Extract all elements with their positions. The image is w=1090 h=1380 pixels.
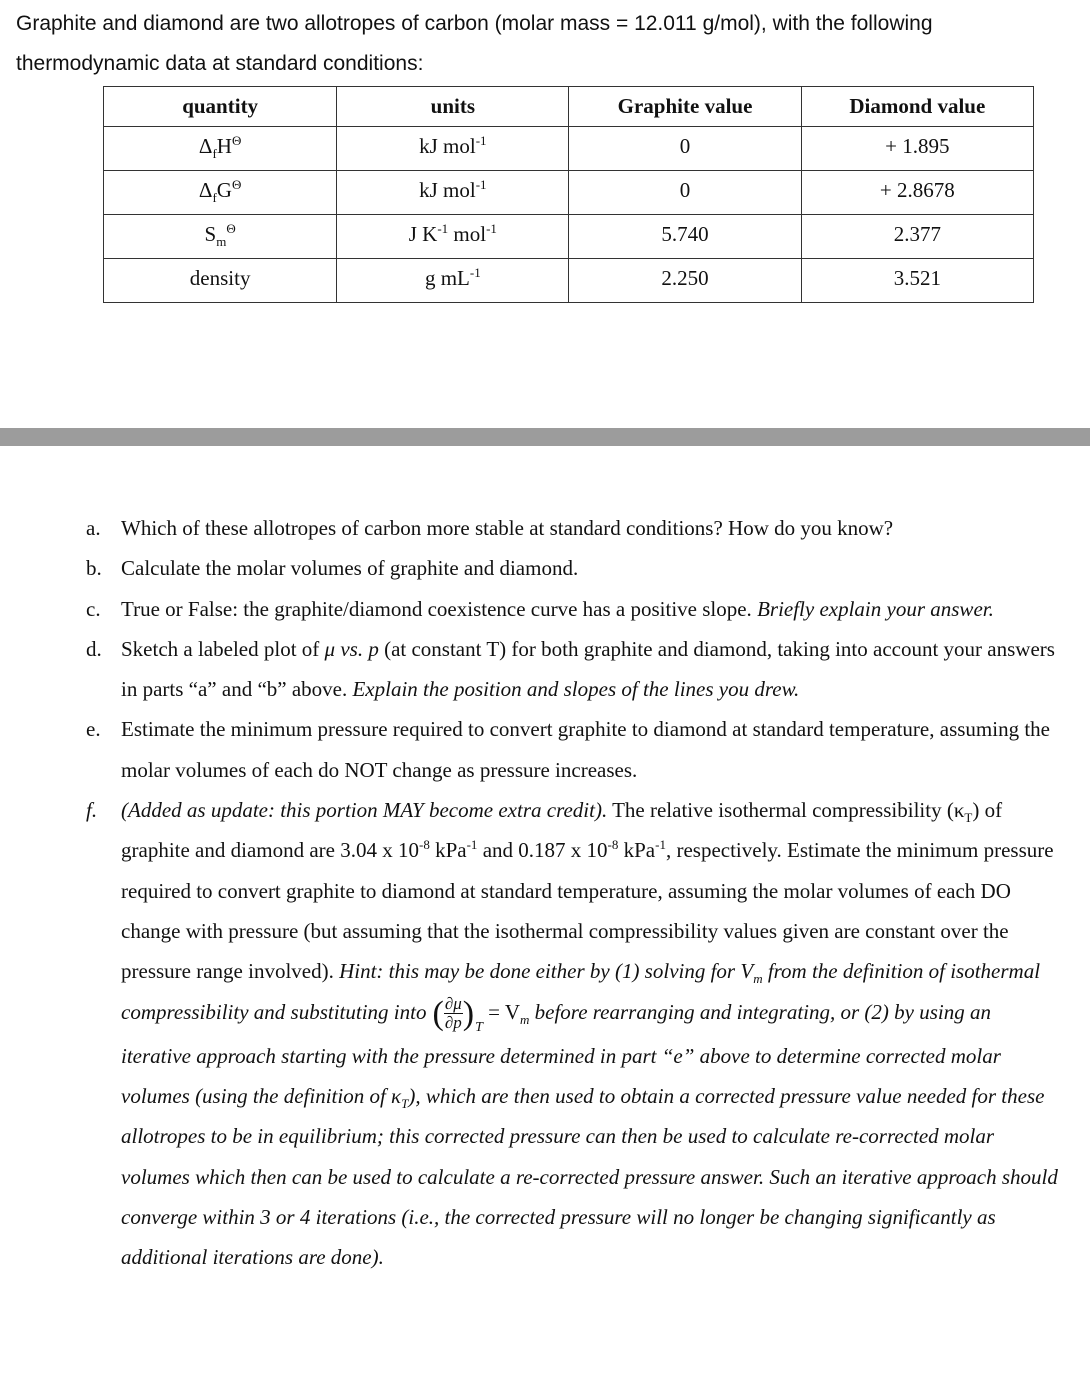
quantity-cell: $\Delta_fG^\Theta$: [104, 171, 337, 215]
graphite-cell: 0: [569, 127, 801, 171]
question-marker: e.: [86, 717, 101, 742]
question-text: Estimate the minimum pressure required to convert graphite to diamond at standard temperature, assuming the molar volumes of each do NOT change as pressure increases.: [121, 717, 1050, 782]
quantity-cell: $\Delta_fH^\Theta$: [104, 127, 337, 171]
header-diamond: Diamond value: [801, 87, 1033, 127]
question-text: True or False: the graphite/diamond coexistence curve has a positive slope.: [121, 596, 758, 621]
hint-text-continued: before rearranging and integrating, or (2) by using an iterative approach starting with the pressure determined in part “e” above to determine corrected molar volumes (using the definition of $\kappa_T$), which are then used to obtain a corrected pressure value needed for these allotropes to be in equilibrium; this corrected pressure can then be used to calculate re-corrected molar volumes which then can be used to calculate a re-corrected pressure answer. Such an iterative approach should converge within 3 or 4 iterations (i.e., the corrected pressure will no longer be changing significantly as additional iterations are done).: [121, 999, 1058, 1270]
question-d: d. Sketch a labeled plot of μ vs. p (at constant T) for both graphite and diamond, taking into account your answers in parts “a” and “b” above. Explain the position and slopes of the lines you drew.: [0, 629, 1090, 710]
question-b: [0, 548, 1090, 588]
units-cell: kJ mol$^{-1}$: [337, 127, 569, 171]
graphite-cell: 2.250: [569, 259, 801, 303]
graphite-cell: 5.740: [569, 215, 801, 259]
question-list: [0, 508, 1090, 1278]
section-divider: [0, 428, 1090, 446]
table-header-row: [104, 87, 1034, 127]
question-marker: c.: [86, 596, 101, 621]
question-text: Which of these allotropes of carbon more stable at standard conditions? How do you know?: [121, 516, 894, 540]
diamond-cell: + 2.8678: [801, 171, 1033, 215]
partial-derivative: ( $\frac{\partial\mu}{\partial p}$ )$_T$: [432, 994, 483, 1035]
diamond-cell: 2.377: [801, 215, 1033, 259]
diamond-cell: 3.521: [801, 259, 1033, 303]
diamond-cell: + 1.895: [801, 127, 1033, 171]
question-text: Calculate the molar volumes of graphite and diamond.: [121, 556, 579, 581]
intro-paragraph: [16, 4, 1076, 84]
header-units: units: [337, 87, 569, 127]
units-cell: g $mL^{-1}$: [337, 259, 569, 303]
question-marker: a.: [86, 516, 101, 540]
quantity-cell: density: [104, 259, 337, 303]
question-e: [0, 709, 1090, 790]
question-a: [0, 508, 1090, 548]
header-graphite: Graphite value: [569, 87, 801, 127]
question-f: f. (Added as update: this portion MAY become extra credit). The relative isothermal compressibility $(\kappa_T)$ of graphite and diamond are 3.04 x $10^{-8}$ kPa$^{-1}$ and 0.187 x $10^{-8}$ kPa$^{-1}$, respectively. Estimate the minimum pressure required to convert graphite to diamond at standard temperature, assuming the molar volumes of each DO change with pressure (but assuming that the isothermal compressibility values given are constant over the pressure range involved). Hint: this may be done either by (1) solving for $V_m$ from the definition of isothermal compressibility and substituting into ( $\frac{\partial\mu}{\partial p}$ )$_T = V_m$ before rearranging and integrating, or (2) by using an iterative approach starting with the pressure determined in part “e” above to determine corrected molar volumes (using the definition of $\kappa_T$), which are then used to obtain a corrected pressure value needed for these allotropes to be in equilibrium; this corrected pressure can then be used to calculate re-corrected molar volumes which then can be used to calculate a re-corrected pressure answer. Such an iterative approach should converge within 3 or 4 iterations (i.e., the corrected pressure will no longer be changing significantly as additional iterations are done).: [0, 790, 1090, 1278]
intro-line-2: thermodynamic data at standard conditions:: [16, 52, 424, 75]
question-c: [0, 589, 1090, 629]
question-emphasis: Explain the position and slopes of the lines you drew.: [352, 677, 800, 702]
hint-text: Hint: this may be done either by (1) solving for $V_m$ from the definition of isothermal compressibility and substituting into: [121, 959, 1041, 1024]
thermo-data-table: [103, 86, 1034, 303]
units-cell: J $K^{-1}$ mol$^{-1}$: [337, 215, 569, 259]
question-emphasis: Briefly explain your answer.: [757, 596, 994, 621]
quantity-cell: $S_m^\Theta$: [104, 215, 337, 259]
question-marker: b.: [86, 556, 102, 581]
units-cell: kJ mol$^{-1}$: [337, 171, 569, 215]
question-marker: d.: [86, 636, 102, 661]
intro-line-1: Graphite and diamond are two allotropes of carbon (molar mass = 12.011 g/mol), with the following: [16, 12, 933, 35]
table-row: [104, 259, 1034, 303]
table-row: [104, 215, 1034, 259]
table-row: [104, 127, 1034, 171]
question-marker: f.: [86, 798, 98, 823]
table-row: [104, 171, 1034, 215]
graphite-cell: 0: [569, 171, 801, 215]
header-quantity: quantity: [104, 87, 337, 127]
